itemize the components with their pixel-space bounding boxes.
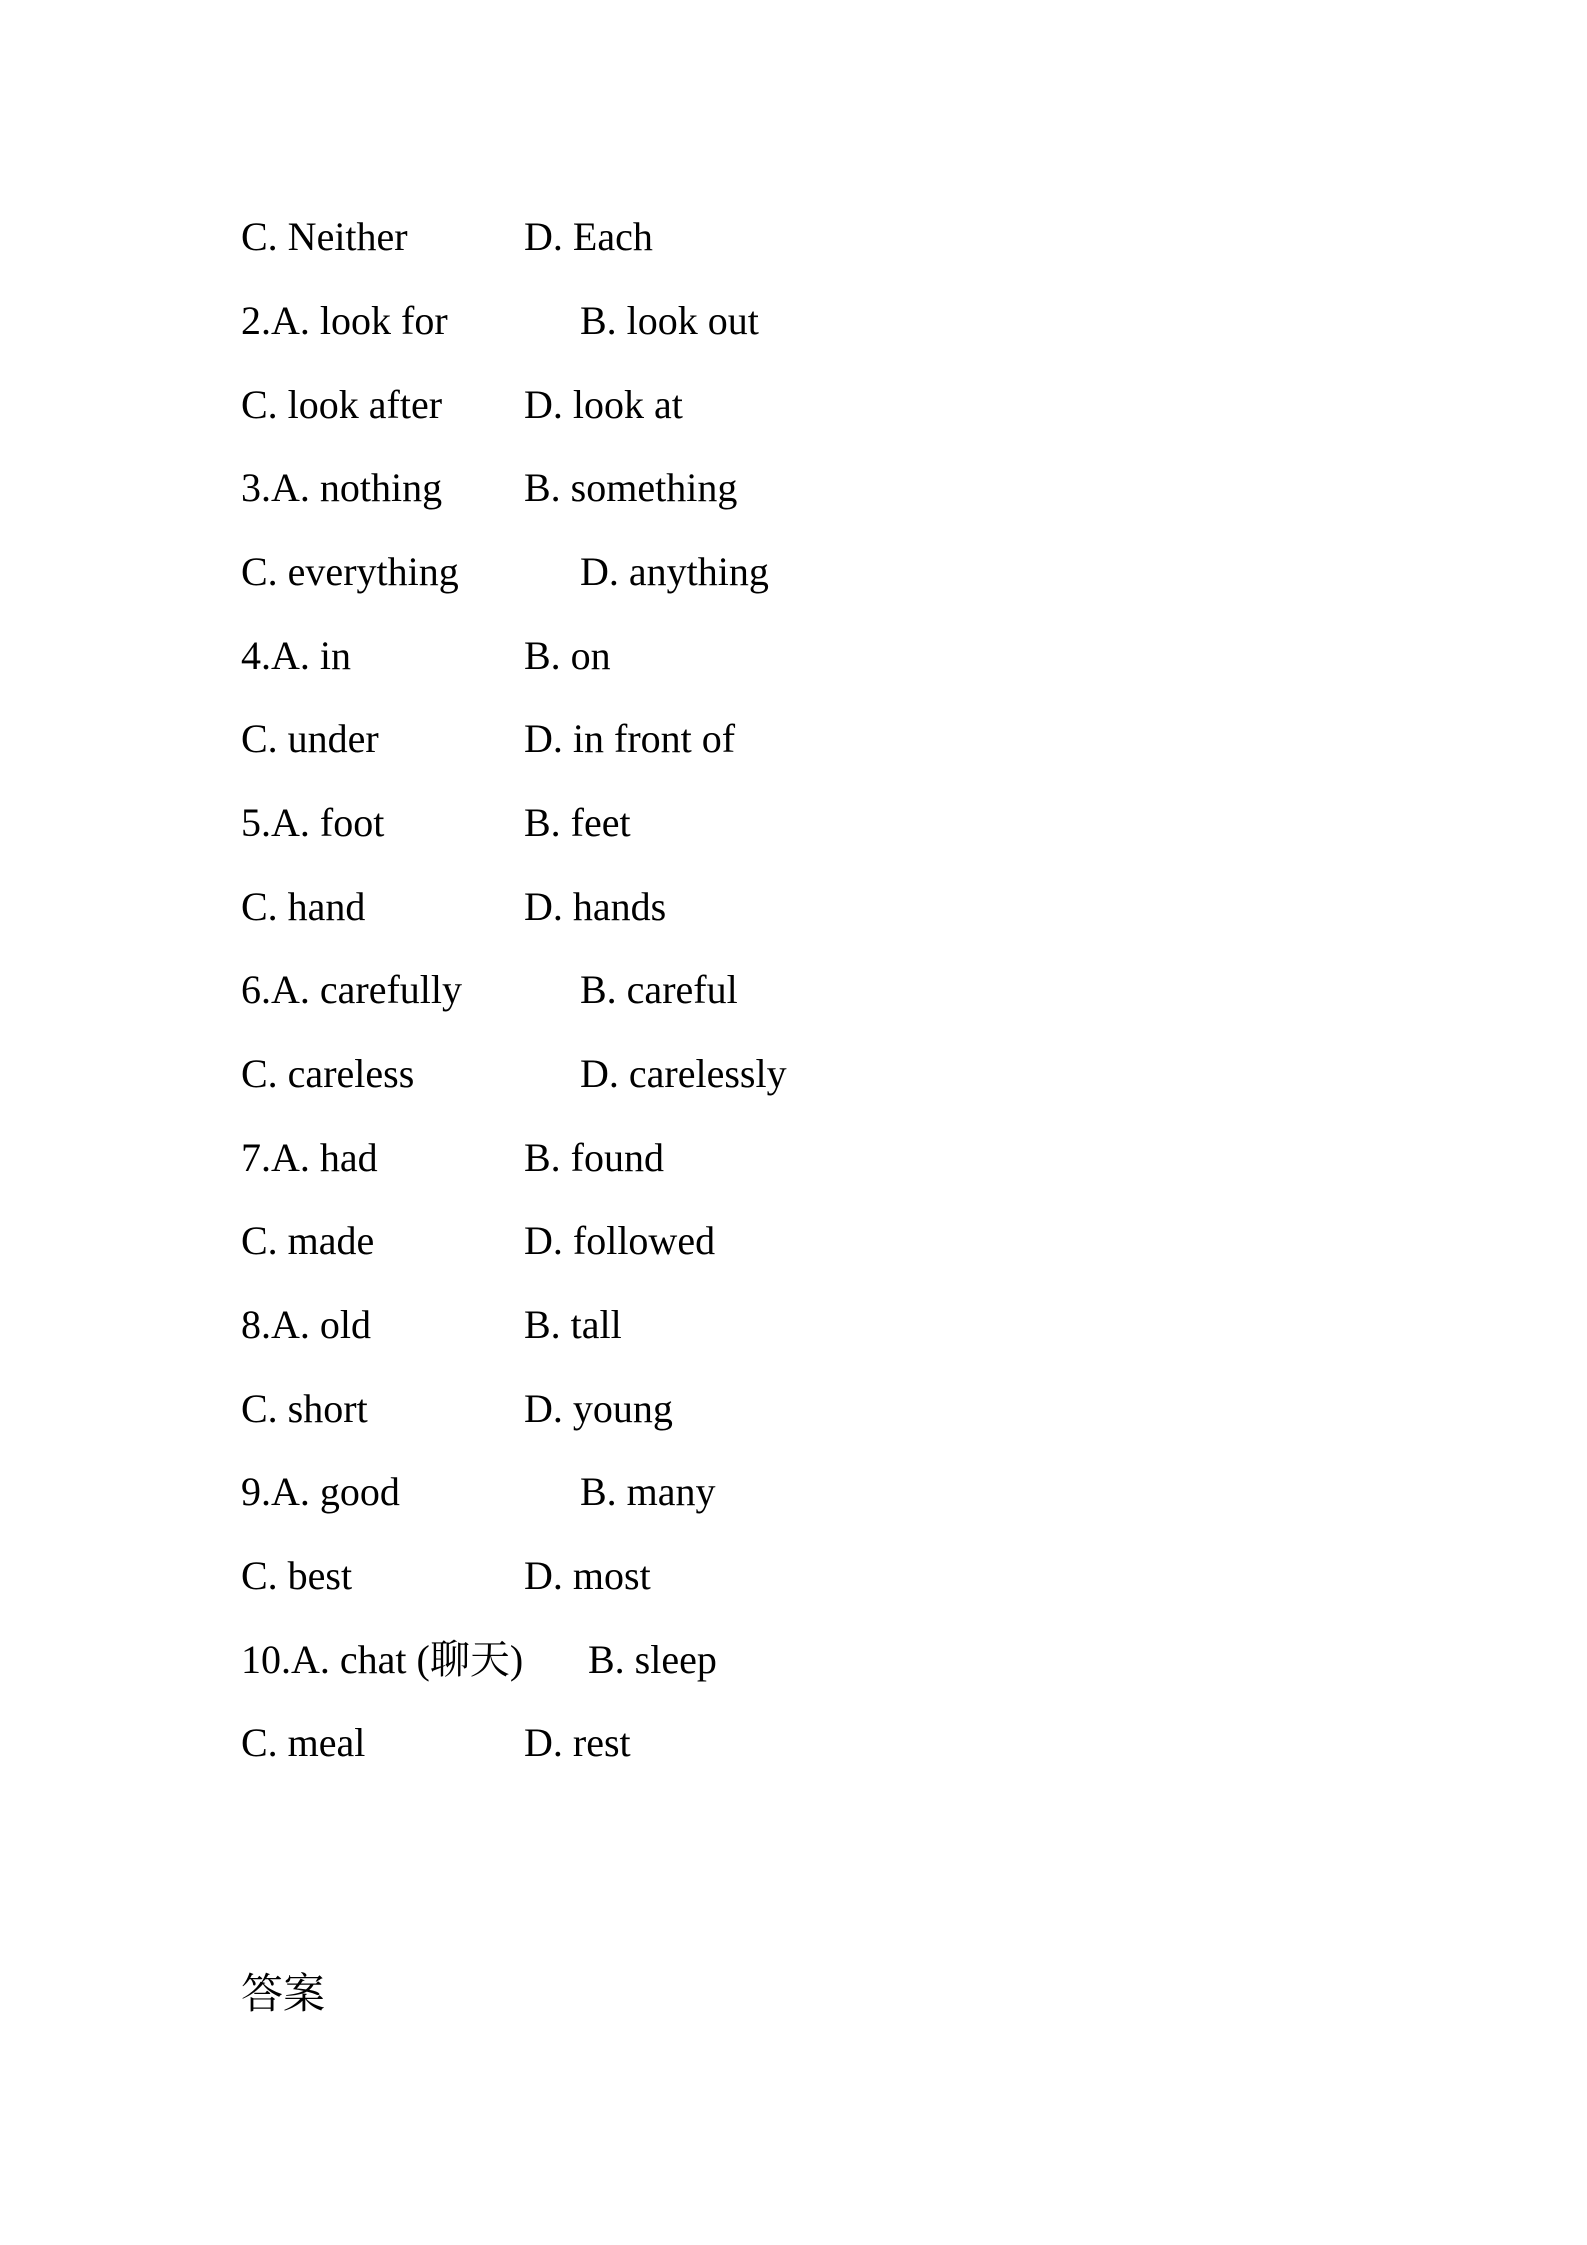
option-row [0, 1546, 1587, 1606]
option-row [0, 626, 1587, 686]
option-left: 4.A. in [241, 633, 351, 678]
option-left: C. made [241, 1218, 375, 1263]
option-row [0, 207, 1587, 267]
option-row [0, 458, 1587, 518]
option-row [0, 1044, 1587, 1104]
option-left: 10.A. chat (聊天) [241, 1637, 524, 1682]
option-row [0, 1211, 1587, 1271]
option-right: D. young [524, 1386, 673, 1431]
option-left: 9.A. good [241, 1469, 400, 1514]
option-right: D. followed [524, 1218, 716, 1263]
answer-heading: 答案 [241, 1969, 326, 2018]
option-right: B. look out [580, 298, 759, 343]
option-right: B. sleep [588, 1637, 717, 1682]
option-left: C. short [241, 1386, 368, 1431]
option-left: C. Neither [241, 214, 408, 259]
option-left: 5.A. foot [241, 800, 385, 845]
option-left: C. hand [241, 884, 366, 929]
option-row [0, 1128, 1587, 1188]
option-row [0, 793, 1587, 853]
option-row [0, 1379, 1587, 1439]
option-right: B. feet [524, 800, 631, 845]
option-row [0, 375, 1587, 435]
option-right: D. in front of [524, 716, 736, 761]
option-row [0, 542, 1587, 602]
option-right: D. look at [524, 382, 683, 427]
option-right: B. many [580, 1469, 716, 1514]
option-right: D. Each [524, 214, 653, 259]
option-right: B. found [524, 1135, 664, 1180]
option-right: D. hands [524, 884, 667, 929]
option-row [0, 1630, 1587, 1690]
option-row [0, 1462, 1587, 1522]
option-left: C. under [241, 716, 379, 761]
option-right: D. rest [524, 1720, 631, 1765]
option-row [0, 1295, 1587, 1355]
option-left: C. everything [241, 549, 459, 594]
option-right: D. anything [580, 549, 769, 594]
option-left: 2.A. look for [241, 298, 448, 343]
option-left: 7.A. had [241, 1135, 378, 1180]
option-right: D. carelessly [580, 1051, 787, 1096]
option-row [0, 1713, 1587, 1773]
option-right: B. something [524, 465, 738, 510]
option-right: B. tall [524, 1302, 622, 1347]
option-row [0, 877, 1587, 937]
option-left: C. look after [241, 382, 443, 427]
option-left: C. careless [241, 1051, 415, 1096]
option-row [0, 291, 1587, 351]
option-left: 3.A. nothing [241, 465, 443, 510]
option-row [0, 709, 1587, 769]
option-left: 8.A. old [241, 1302, 371, 1347]
option-left: C. meal [241, 1720, 366, 1765]
option-right: D. most [524, 1553, 651, 1598]
option-left: 6.A. carefully [241, 967, 463, 1012]
option-left: C. best [241, 1553, 353, 1598]
option-row [0, 960, 1587, 1020]
option-right: B. on [524, 633, 611, 678]
option-right: B. careful [580, 967, 738, 1012]
